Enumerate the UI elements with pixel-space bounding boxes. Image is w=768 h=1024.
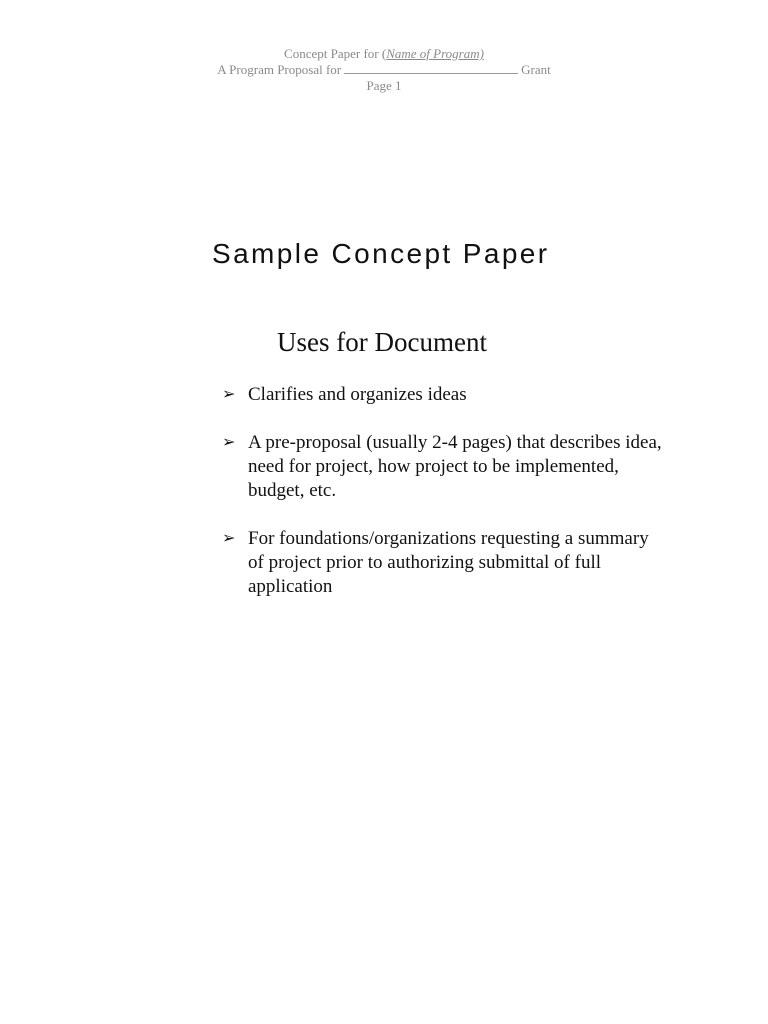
header-concept-paper-label: Concept Paper for ( [284, 46, 387, 61]
bullet-text: For foundations/organizations requesting a summary of project prior to authorizing submittal of full application [248, 528, 649, 597]
header-program-name: Name of Program) [386, 46, 484, 61]
header-line-1 [0, 46, 768, 62]
header-grant-blank [344, 62, 518, 74]
header-line-2 [0, 62, 768, 78]
header-page-number: Page 1 [366, 78, 402, 93]
bullet-text: Clarifies and organizes ideas [248, 384, 467, 405]
bullet-item [222, 431, 662, 503]
bullet-item [222, 383, 662, 407]
document-title: Sample Concept Paper [212, 238, 550, 269]
page-header [0, 46, 768, 94]
header-grant-label: Grant [521, 62, 551, 77]
bullet-list [222, 383, 662, 623]
arrowhead-bullet-icon: ➢ [222, 434, 236, 451]
document-subtitle: Uses for Document [277, 327, 487, 357]
bullet-item [222, 527, 662, 599]
bullet-text: A pre-proposal (usually 2-4 pages) that describes idea, need for project, how project to be implemented, budget, etc. [248, 432, 662, 501]
arrowhead-bullet-icon: ➢ [222, 386, 236, 403]
header-proposal-label: A Program Proposal for [217, 62, 342, 77]
arrowhead-bullet-icon: ➢ [222, 530, 236, 547]
